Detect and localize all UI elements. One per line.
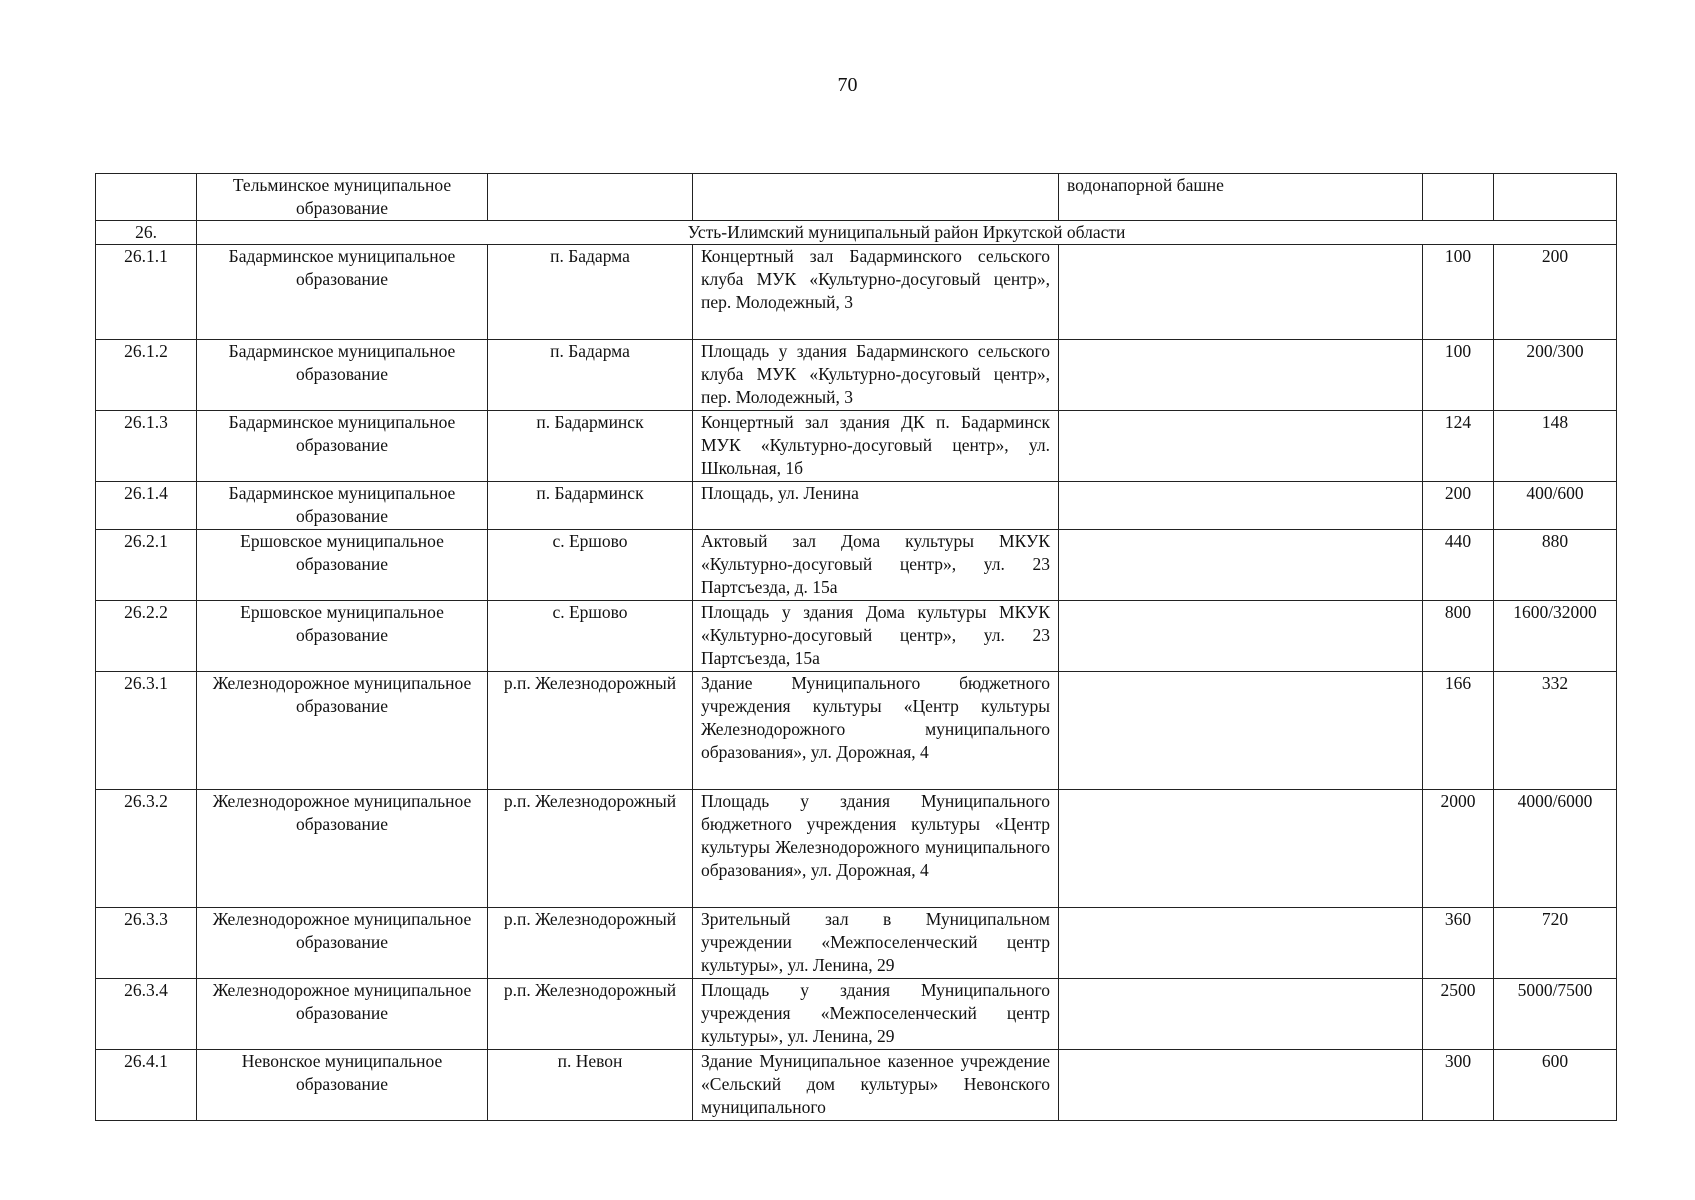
municipality-cell: Невонское муниципальное образование <box>197 1050 488 1121</box>
row-number-cell: 26.3.1 <box>96 672 197 790</box>
max-capacity-cell: 148 <box>1494 411 1617 482</box>
venue-cell: Концертный зал Бадарминского сельского клуба МУК «Культурно-досуговый центр», пер. Молодежный, 3 <box>693 245 1059 340</box>
row-number-cell: 26.3.3 <box>96 908 197 979</box>
row-number-cell: 26.4.1 <box>96 1050 197 1121</box>
venue-cell: Актовый зал Дома культуры МКУК «Культурно-досуговый центр», ул. 23 Партсъезда, д. 15а <box>693 530 1059 601</box>
row-number-cell: 26.2.1 <box>96 530 197 601</box>
table-row <box>96 790 1617 908</box>
venue-cell: Площадь у здания Муниципального бюджетного учреждения культуры «Центр культуры Железнодорожного муниципального образования», ул. Дорожная, 4 <box>693 790 1059 908</box>
row-number-cell <box>96 174 197 221</box>
table-row <box>96 340 1617 411</box>
capacity-cell: 100 <box>1423 340 1494 411</box>
max-capacity-cell <box>1494 174 1617 221</box>
capacity-cell: 360 <box>1423 908 1494 979</box>
max-capacity-cell: 600 <box>1494 1050 1617 1121</box>
venue-cell: Площадь у здания Муниципального учреждения «Межпоселенческий центр культуры», ул. Ленина, 29 <box>693 979 1059 1050</box>
max-capacity-cell: 4000/6000 <box>1494 790 1617 908</box>
municipality-cell: Тельминское муниципальное образование <box>197 174 488 221</box>
note-cell <box>1059 1050 1423 1121</box>
max-capacity-cell: 880 <box>1494 530 1617 601</box>
row-number-cell: 26.3.2 <box>96 790 197 908</box>
note-cell: водонапорной башне <box>1059 174 1423 221</box>
capacity-cell: 2000 <box>1423 790 1494 908</box>
max-capacity-cell: 5000/7500 <box>1494 979 1617 1050</box>
row-number-cell: 26.1.1 <box>96 245 197 340</box>
venue-cell: Площадь, ул. Ленина <box>693 482 1059 530</box>
locality-cell: р.п. Железнодорожный <box>488 672 693 790</box>
locality-cell <box>488 174 693 221</box>
locality-cell: р.п. Железнодорожный <box>488 908 693 979</box>
max-capacity-cell: 720 <box>1494 908 1617 979</box>
municipality-cell: Бадарминское муниципальное образование <box>197 340 488 411</box>
capacity-cell: 100 <box>1423 245 1494 340</box>
venue-cell: Здание Муниципального бюджетного учреждения культуры «Центр культуры Железнодорожного муниципального образования», ул. Дорожная, 4 <box>693 672 1059 790</box>
venue-cell: Концертный зал здания ДК п. Бадарминск МУК «Культурно-досуговый центр», ул. Школьная, 1б <box>693 411 1059 482</box>
note-cell <box>1059 482 1423 530</box>
table-row <box>96 245 1617 340</box>
locality-cell: п. Невон <box>488 1050 693 1121</box>
municipality-cell: Бадарминское муниципальное образование <box>197 245 488 340</box>
note-cell <box>1059 979 1423 1050</box>
capacity-cell <box>1423 174 1494 221</box>
capacity-cell: 300 <box>1423 1050 1494 1121</box>
max-capacity-cell: 400/600 <box>1494 482 1617 530</box>
table-row <box>96 530 1617 601</box>
note-cell <box>1059 601 1423 672</box>
locality-cell: п. Бадарма <box>488 245 693 340</box>
note-cell <box>1059 908 1423 979</box>
row-number-cell: 26.1.3 <box>96 411 197 482</box>
municipality-cell: Бадарминское муниципальное образование <box>197 411 488 482</box>
locality-cell: с. Ершово <box>488 530 693 601</box>
capacity-cell: 166 <box>1423 672 1494 790</box>
capacity-cell: 2500 <box>1423 979 1494 1050</box>
continuation-row <box>96 174 1617 221</box>
municipality-cell: Ершовское муниципальное образование <box>197 530 488 601</box>
municipality-cell: Железнодорожное муниципальное образование <box>197 979 488 1050</box>
capacity-cell: 124 <box>1423 411 1494 482</box>
note-cell <box>1059 245 1423 340</box>
venues-table <box>95 173 1617 1121</box>
table-row <box>96 908 1617 979</box>
note-cell <box>1059 790 1423 908</box>
table-row <box>96 1050 1617 1121</box>
venue-cell: Зрительный зал в Муниципальном учреждении «Межпоселенческий центр культуры», ул. Ленина, 29 <box>693 908 1059 979</box>
venue-cell <box>693 174 1059 221</box>
municipality-cell: Бадарминское муниципальное образование <box>197 482 488 530</box>
note-cell <box>1059 411 1423 482</box>
max-capacity-cell: 200 <box>1494 245 1617 340</box>
section-header-row <box>96 221 1617 245</box>
municipality-cell: Ершовское муниципальное образование <box>197 601 488 672</box>
table-row <box>96 979 1617 1050</box>
table-row <box>96 672 1617 790</box>
page-number: 70 <box>837 74 858 96</box>
table-row <box>96 482 1617 530</box>
note-cell <box>1059 672 1423 790</box>
municipality-cell: Железнодорожное муниципальное образование <box>197 790 488 908</box>
section-number: 26. <box>96 221 197 245</box>
venue-cell: Здание Муниципальное казенное учреждение «Сельский дом культуры» Невонского муниципального <box>693 1050 1059 1121</box>
venue-cell: Площадь у здания Бадарминского сельского клуба МУК «Культурно-досуговый центр», пер. Молодежный, 3 <box>693 340 1059 411</box>
table-row <box>96 601 1617 672</box>
municipality-cell: Железнодорожное муниципальное образование <box>197 672 488 790</box>
capacity-cell: 200 <box>1423 482 1494 530</box>
table-body <box>96 174 1617 1121</box>
municipality-cell: Железнодорожное муниципальное образование <box>197 908 488 979</box>
note-cell <box>1059 530 1423 601</box>
locality-cell: п. Бадарма <box>488 340 693 411</box>
section-title: Усть-Илимский муниципальный район Иркутской области <box>197 221 1617 245</box>
table-row <box>96 411 1617 482</box>
locality-cell: п. Бадарминск <box>488 411 693 482</box>
row-number-cell: 26.2.2 <box>96 601 197 672</box>
row-number-cell: 26.3.4 <box>96 979 197 1050</box>
venue-cell: Площадь у здания Дома культуры МКУК «Культурно-досуговый центр», ул. 23 Партсъезда, 15а <box>693 601 1059 672</box>
note-cell <box>1059 340 1423 411</box>
row-number-cell: 26.1.2 <box>96 340 197 411</box>
locality-cell: п. Бадарминск <box>488 482 693 530</box>
max-capacity-cell: 332 <box>1494 672 1617 790</box>
capacity-cell: 440 <box>1423 530 1494 601</box>
locality-cell: р.п. Железнодорожный <box>488 979 693 1050</box>
max-capacity-cell: 1600/32000 <box>1494 601 1617 672</box>
max-capacity-cell: 200/300 <box>1494 340 1617 411</box>
locality-cell: р.п. Железнодорожный <box>488 790 693 908</box>
capacity-cell: 800 <box>1423 601 1494 672</box>
locality-cell: с. Ершово <box>488 601 693 672</box>
row-number-cell: 26.1.4 <box>96 482 197 530</box>
